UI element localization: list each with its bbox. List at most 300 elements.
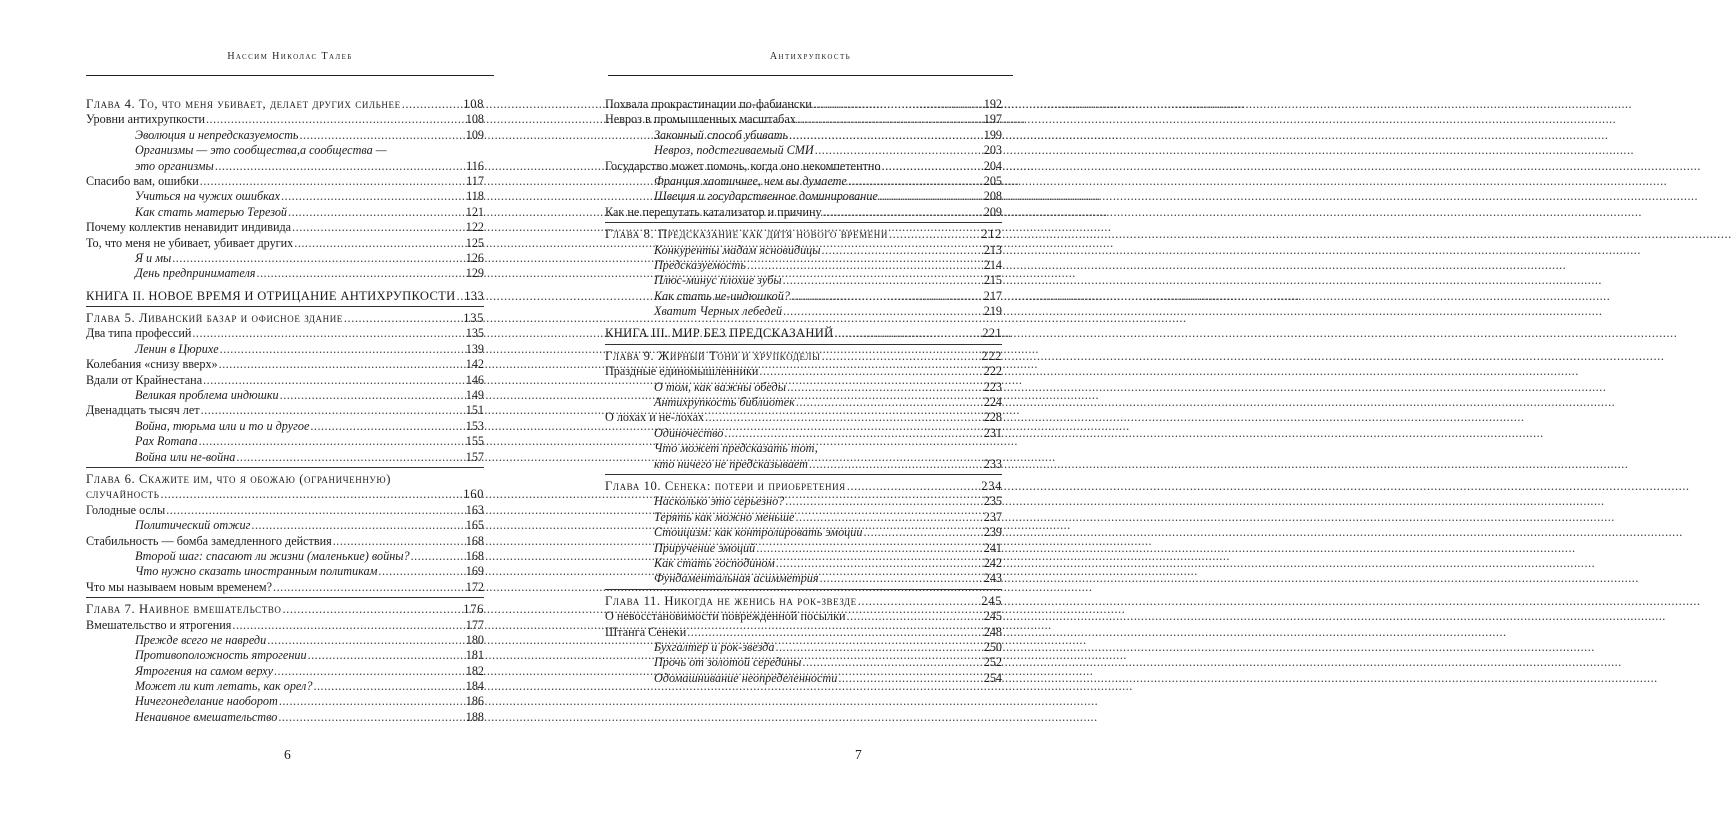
- dot-leader: [756, 541, 983, 556]
- table-of-contents: [86, 97, 484, 725]
- entry-title: О лохах и не-лохах: [605, 410, 705, 425]
- toc-chapter-entry: [86, 487, 484, 502]
- section-gap: [86, 282, 484, 289]
- entry-title: Похвала прокрастинации по-фабиански: [605, 97, 812, 111]
- dot-leader: [813, 97, 983, 112]
- dot-leader: [172, 251, 464, 266]
- entry-title: Глава 8. Предсказание как дитя нового времени: [605, 227, 888, 242]
- entry-title: Вмешательство и ятрогения: [86, 617, 232, 632]
- toc-subsection-entry: [86, 694, 484, 709]
- entry-page-number: 176: [463, 602, 484, 617]
- dot-leader: [378, 564, 464, 579]
- entry-page-number: 250: [983, 639, 1002, 654]
- toc-subsection-entry: [86, 205, 484, 220]
- entry-title: Политический отжиг: [135, 518, 251, 533]
- entry-title: Швеция и государственное доминирование: [654, 189, 878, 204]
- entry-page-number: 108: [463, 97, 484, 111]
- dot-leader: [206, 112, 465, 127]
- entry-title: Великая проблема индюшки: [135, 388, 279, 403]
- entry-title: Pax Romana: [135, 434, 198, 449]
- entry-page-number: 205: [983, 173, 1002, 188]
- page-number: 7: [855, 747, 862, 762]
- toc-subsection-entry: [605, 304, 1002, 319]
- dot-leader: [232, 618, 464, 633]
- entry-page-number: 224: [983, 395, 1002, 410]
- dot-leader: [333, 534, 465, 549]
- dot-leader: [203, 373, 465, 388]
- toc-subsection-entry: [605, 128, 1002, 143]
- dot-leader: [281, 189, 465, 204]
- entry-page-number: 208: [983, 189, 1002, 204]
- header-rule: [86, 75, 494, 76]
- entry-title: КНИГА II. НОВОЕ ВРЕМЯ И ОТРИЦАНИЕ АНТИХРУПКОСТИ: [86, 288, 456, 303]
- section-divider: [86, 306, 484, 307]
- dot-leader: [267, 633, 465, 648]
- dot-leader: [791, 289, 983, 304]
- toc-subsection-entry: [605, 143, 1002, 158]
- entry-page-number: 168: [465, 533, 484, 548]
- entry-title: Что может предсказать тот,: [654, 441, 818, 456]
- dot-leader: [759, 364, 982, 379]
- entry-page-number: 215: [983, 273, 1002, 288]
- toc-chapter-entry: [605, 349, 1002, 364]
- dot-leader: [299, 128, 464, 143]
- dot-leader: [809, 457, 983, 472]
- dot-leader: [292, 220, 465, 235]
- toc-chapter-entry: [86, 97, 484, 112]
- entry-page-number: 241: [983, 540, 1002, 555]
- toc-section-entry: [605, 625, 1002, 640]
- dot-leader: [724, 426, 982, 441]
- dot-leader: [236, 450, 464, 465]
- entry-title: Война или не-война: [135, 449, 236, 464]
- toc-subsection-entry: [605, 571, 1002, 586]
- table-of-contents: [605, 97, 1002, 686]
- entry-title: Франция хаотичнее, чем вы думаете: [654, 173, 847, 188]
- entry-page-number: 231: [983, 425, 1002, 440]
- entry-page-number: 117: [466, 173, 484, 188]
- entry-page-number: 184: [465, 679, 484, 694]
- dot-leader: [402, 97, 463, 112]
- entry-title: Глава 11. Никогда не женись на рок-звезде: [605, 593, 857, 608]
- entry-page-number: 209: [983, 204, 1002, 219]
- toc-subsection-entry: [86, 549, 484, 564]
- dot-leader: [687, 625, 983, 640]
- toc-subsection-entry: [86, 564, 484, 579]
- section-gap: [605, 319, 1002, 326]
- entry-title: Двенадцать тысяч лет: [86, 403, 200, 418]
- entry-title: Одиночество: [654, 425, 724, 440]
- dot-leader: [294, 236, 464, 251]
- entry-title: Невроз в промышленных масштабах: [605, 112, 796, 127]
- entry-title: Предсказуемость: [654, 257, 746, 272]
- entry-page-number: 248: [983, 624, 1002, 639]
- right-page: [550, 0, 1100, 825]
- entry-page-number: 182: [465, 663, 484, 678]
- toc-section-entry: [605, 609, 1002, 624]
- dot-leader: [838, 671, 982, 686]
- toc-section-entry: [86, 112, 484, 127]
- entry-page-number: 221: [982, 326, 1002, 341]
- entry-page-number: 169: [465, 564, 484, 579]
- entry-page-number: 233: [983, 456, 1002, 471]
- toc-book-entry: [86, 289, 484, 304]
- entry-title: Государство может помочь, когда оно некомпетентно: [605, 158, 881, 173]
- toc-subsection-entry: [86, 679, 484, 694]
- dot-leader: [787, 380, 983, 395]
- entry-page-number: 129: [465, 266, 484, 281]
- entry-title: Как не перепутать катализатор и причину: [605, 204, 822, 219]
- dot-leader: [815, 143, 983, 158]
- header-rule: [608, 75, 1013, 76]
- toc-subsection-entry: [86, 450, 484, 465]
- entry-title: Противоположность ятрогении: [135, 648, 307, 663]
- dot-leader: [785, 494, 982, 509]
- entry-title: Как стать матерью Терезой: [135, 204, 288, 219]
- entry-page-number: 235: [983, 494, 1002, 509]
- dot-leader: [847, 479, 981, 494]
- dot-leader: [783, 304, 983, 319]
- entry-page-number: 135: [465, 326, 484, 341]
- entry-title: Насколько это серьезно?: [654, 494, 785, 509]
- toc-subsection-entry: [86, 159, 484, 174]
- entry-title: Приручение эмоций: [654, 540, 756, 555]
- entry-title: Законный способ убивать: [654, 127, 789, 142]
- entry-title: Как стать не-индюшкой?: [654, 288, 790, 303]
- dot-leader: [783, 273, 983, 288]
- running-header: Антихрупкость: [769, 51, 852, 62]
- dot-leader: [220, 342, 465, 357]
- dot-leader: [802, 655, 982, 670]
- entry-page-number: 135: [463, 311, 484, 326]
- toc-subsection-entry: [86, 266, 484, 281]
- toc-subsection-entry: [86, 143, 484, 158]
- entry-page-number: 133: [464, 288, 484, 303]
- entry-page-number: 153: [465, 418, 484, 433]
- entry-title: День предпринимателя: [135, 266, 256, 281]
- dot-leader: [705, 410, 983, 425]
- toc-subsection-entry: [86, 633, 484, 648]
- entry-title: Стабильность — бомба замедленного действия: [86, 533, 332, 548]
- entry-page-number: 214: [983, 257, 1002, 272]
- entry-page-number: 142: [465, 357, 484, 372]
- entry-page-number: 213: [983, 242, 1002, 257]
- toc-section-entry: [605, 112, 1002, 127]
- toc-subsection-entry: [605, 441, 1002, 456]
- dot-leader: [166, 503, 465, 518]
- entry-title: Глава 6. Скажите им, что я обожаю (ограниченную): [86, 471, 392, 486]
- entry-page-number: 243: [983, 571, 1002, 586]
- toc-chapter-entry: [605, 594, 1002, 609]
- toc-chapter-entry: [605, 227, 1002, 242]
- entry-page-number: 204: [983, 158, 1002, 173]
- toc-subsection-entry: [605, 258, 1002, 273]
- toc-subsection-entry: [605, 510, 1002, 525]
- entry-page-number: 125: [465, 235, 484, 250]
- entry-title: О невосстановимости поврежденной посылки: [605, 609, 846, 624]
- toc-subsection-entry: [86, 342, 484, 357]
- toc-section-entry: [86, 174, 484, 189]
- entry-title: Глава 10. Сенека: потери и приобретения: [605, 478, 846, 493]
- entry-title: Прежде всего не навреди: [135, 632, 267, 647]
- entry-title: КНИГА III. МИР БЕЗ ПРЕДСКАЗАНИЙ: [605, 326, 834, 341]
- dot-leader: [215, 159, 465, 174]
- toc-section-entry: [86, 326, 484, 341]
- dot-leader: [256, 266, 464, 281]
- entry-title: Конкуренты мадам ясновидицы: [654, 242, 821, 257]
- toc-section-entry: [86, 373, 484, 388]
- toc-subsection-entry: [605, 541, 1002, 556]
- entry-page-number: 139: [465, 341, 484, 356]
- entry-title: Что нужно сказать иностранным политикам: [135, 564, 378, 579]
- toc-section-entry: [605, 159, 1002, 174]
- dot-leader: [820, 571, 983, 586]
- entry-page-number: 181: [465, 648, 484, 663]
- entry-page-number: 151: [465, 403, 484, 418]
- entry-page-number: 222: [981, 348, 1002, 363]
- section-divider: [605, 589, 1002, 590]
- dot-leader: [411, 549, 465, 564]
- entry-page-number: 172: [465, 579, 484, 594]
- dot-leader: [280, 388, 465, 403]
- entry-page-number: 108: [465, 112, 484, 127]
- toc-subsection-entry: [605, 289, 1002, 304]
- toc-section-entry: [86, 580, 484, 595]
- entry-page-number: 245: [983, 609, 1002, 624]
- entry-title: Голодные ослы: [86, 502, 166, 517]
- toc-subsection-entry: [605, 395, 1002, 410]
- entry-title: Штанга Сенеки: [605, 624, 687, 639]
- toc-section-entry: [86, 403, 484, 418]
- entry-page-number: 163: [465, 502, 484, 517]
- dot-leader: [273, 580, 465, 595]
- left-page: [0, 0, 550, 825]
- entry-title: Я и мы: [135, 250, 172, 265]
- entry-title: Война, тюрьма или и то и другое: [135, 418, 310, 433]
- entry-page-number: 177: [465, 617, 484, 632]
- entry-title: Хватит Черных лебедей: [654, 304, 783, 319]
- toc-section-entry: [605, 97, 1002, 112]
- entry-title: Глава 9. Жирный Тони и хрупкоделы: [605, 348, 821, 363]
- entry-page-number: 203: [983, 143, 1002, 158]
- entry-page-number: 146: [465, 372, 484, 387]
- section-divider: [86, 467, 484, 468]
- toc-subsection-entry: [605, 655, 1002, 670]
- toc-chapter-entry: [86, 472, 484, 487]
- toc-subsection-entry: [605, 556, 1002, 571]
- toc-subsection-entry: [86, 419, 484, 434]
- toc-subsection-entry: [605, 243, 1002, 258]
- toc-section-entry: [86, 236, 484, 251]
- dot-leader: [882, 159, 983, 174]
- toc-book-entry: [605, 326, 1002, 341]
- entry-page-number: 219: [983, 304, 1002, 319]
- entry-page-number: 252: [983, 655, 1002, 670]
- entry-page-number: 122: [465, 220, 484, 235]
- toc-subsection-entry: [605, 273, 1002, 288]
- entry-page-number: 109: [465, 127, 484, 142]
- entry-page-number: 212: [981, 227, 1002, 242]
- entry-title: То, что меня не убивает, убивает других: [86, 235, 294, 250]
- dot-leader: [823, 205, 983, 220]
- entry-title: Эволюция и непредсказуемость: [135, 127, 299, 142]
- entry-title: Что мы называем новым временем?: [86, 579, 273, 594]
- entry-page-number: 192: [983, 97, 1002, 111]
- entry-page-number: 118: [466, 189, 484, 204]
- dot-leader: [776, 556, 983, 571]
- dot-leader: [160, 487, 462, 502]
- section-divider: [605, 222, 1002, 223]
- entry-title: Ненаивное вмешательство: [135, 709, 278, 724]
- entry-title: Глава 4. То, что меня убивает, делает других сильнее: [86, 97, 401, 111]
- toc-subsection-entry: [605, 426, 1002, 441]
- entry-title: Колебания «снизу вверх»: [86, 357, 218, 372]
- toc-chapter-entry: [86, 311, 484, 326]
- toc-subsection-entry: [86, 434, 484, 449]
- dot-leader: [847, 609, 983, 624]
- entry-page-number: 126: [465, 250, 484, 265]
- dot-leader: [879, 189, 983, 204]
- running-header: Нассим Николас Талеб: [227, 51, 353, 62]
- entry-title: это организмы: [135, 158, 214, 173]
- entry-page-number: 168: [465, 548, 484, 563]
- entry-title: Стоицизм: как контролировать эмоции: [654, 525, 863, 540]
- dot-leader: [192, 326, 464, 341]
- entry-page-number: 223: [983, 379, 1002, 394]
- entry-page-number: 165: [465, 518, 484, 533]
- entry-page-number: 217: [983, 288, 1002, 303]
- toc-subsection-entry: [605, 174, 1002, 189]
- toc-section-entry: [86, 618, 484, 633]
- toc-section-entry: [86, 357, 484, 372]
- entry-title: Второй шаг: спасают ли жизни (маленькие) войны?: [135, 548, 410, 563]
- dot-leader: [858, 594, 981, 609]
- toc-section-entry: [86, 503, 484, 518]
- dot-leader: [251, 518, 464, 533]
- entry-title: Может ли кит летать, как орел?: [135, 679, 313, 694]
- dot-leader: [278, 710, 464, 725]
- toc-section-entry: [86, 220, 484, 235]
- entry-page-number: 116: [466, 158, 484, 173]
- dot-leader: [201, 403, 465, 418]
- toc-subsection-entry: [86, 710, 484, 725]
- entry-page-number: 160: [463, 487, 484, 502]
- dot-leader: [775, 640, 982, 655]
- entry-page-number: 234: [981, 478, 1002, 493]
- toc-chapter-entry: [605, 479, 1002, 494]
- entry-title: Два типа профессий: [86, 326, 192, 341]
- dot-leader: [863, 525, 982, 540]
- dot-leader: [889, 227, 980, 242]
- entry-title: Уровни антихрупкости: [86, 112, 205, 127]
- dot-leader: [199, 434, 465, 449]
- dot-leader: [797, 112, 983, 127]
- entry-title: Плюс-минус плохие зубы: [654, 273, 782, 288]
- entry-page-number: 155: [465, 434, 484, 449]
- entry-title: Невроз, подстегиваемый СМИ: [654, 143, 814, 158]
- entry-title: Одомашнивание неопределенности: [654, 670, 838, 685]
- entry-title: Праздные единомышленники: [605, 364, 759, 379]
- entry-page-number: 245: [981, 593, 1002, 608]
- section-divider: [605, 344, 1002, 345]
- entry-title: Терять как можно меньше: [654, 509, 795, 524]
- section-divider: [605, 474, 1002, 475]
- entry-title: Бухгалтер и рок-звезда: [654, 639, 775, 654]
- toc-subsection-entry: [605, 494, 1002, 509]
- dot-leader: [344, 311, 462, 326]
- toc-subsection-entry: [86, 251, 484, 266]
- dot-leader: [822, 243, 983, 258]
- entry-page-number: 186: [465, 694, 484, 709]
- entry-page-number: 188: [465, 709, 484, 724]
- dot-leader: [789, 128, 983, 143]
- section-divider: [86, 597, 484, 598]
- entry-page-number: 121: [465, 204, 484, 219]
- dot-leader: [310, 419, 464, 434]
- entry-title: случайность: [86, 487, 160, 502]
- entry-title: Учиться на чужих ошибках: [135, 189, 280, 204]
- entry-title: Антихрупкость библиотек: [654, 395, 795, 410]
- entry-title: кто ничего не предсказывает: [654, 456, 808, 471]
- dot-leader: [313, 679, 464, 694]
- entry-title: Организмы — это сообщества,а сообщества —: [135, 143, 387, 158]
- toc-subsection-entry: [605, 189, 1002, 204]
- dot-leader: [219, 357, 465, 372]
- entry-page-number: 239: [983, 525, 1002, 540]
- entry-title: Ленин в Цюрихе: [135, 341, 219, 356]
- entry-page-number: 197: [983, 112, 1002, 127]
- dot-leader: [200, 174, 465, 189]
- toc-section-entry: [605, 205, 1002, 220]
- entry-title: Вдали от Крайнестана: [86, 372, 203, 387]
- entry-page-number: 242: [983, 555, 1002, 570]
- entry-page-number: 199: [983, 127, 1002, 142]
- toc-section-entry: [86, 534, 484, 549]
- toc-subsection-entry: [605, 525, 1002, 540]
- entry-title: Как стать господином: [654, 555, 775, 570]
- toc-subsection-entry: [605, 640, 1002, 655]
- entry-title: Ятрогения на самом верху: [135, 663, 273, 678]
- entry-page-number: 180: [465, 632, 484, 647]
- page-number: 6: [284, 747, 291, 762]
- toc-subsection-entry: [86, 664, 484, 679]
- toc-subsection-entry: [86, 128, 484, 143]
- entry-title: Прочь от золотой середины: [654, 655, 802, 670]
- dot-leader: [288, 205, 465, 220]
- dot-leader: [795, 510, 982, 525]
- toc-chapter-entry: [86, 602, 484, 617]
- dot-leader: [279, 694, 465, 709]
- toc-subsection-entry: [86, 388, 484, 403]
- dot-leader: [835, 326, 982, 341]
- dot-leader: [457, 289, 464, 304]
- entry-title: Спасибо вам, ошибки: [86, 173, 199, 188]
- dot-leader: [848, 174, 983, 189]
- entry-page-number: 237: [983, 509, 1002, 524]
- entry-title: Фундаментальная асимметрия: [654, 571, 819, 586]
- entry-page-number: 228: [983, 410, 1002, 425]
- entry-title: О том, как важны обеды: [654, 379, 786, 394]
- entry-page-number: 149: [465, 388, 484, 403]
- dot-leader: [796, 395, 983, 410]
- entry-title: Почему коллектив ненавидит индивида: [86, 220, 292, 235]
- dot-leader: [283, 602, 463, 617]
- dot-leader: [308, 648, 465, 663]
- dot-leader: [274, 664, 465, 679]
- entry-page-number: 222: [983, 364, 1002, 379]
- dot-leader: [822, 349, 981, 364]
- toc-subsection-entry: [605, 380, 1002, 395]
